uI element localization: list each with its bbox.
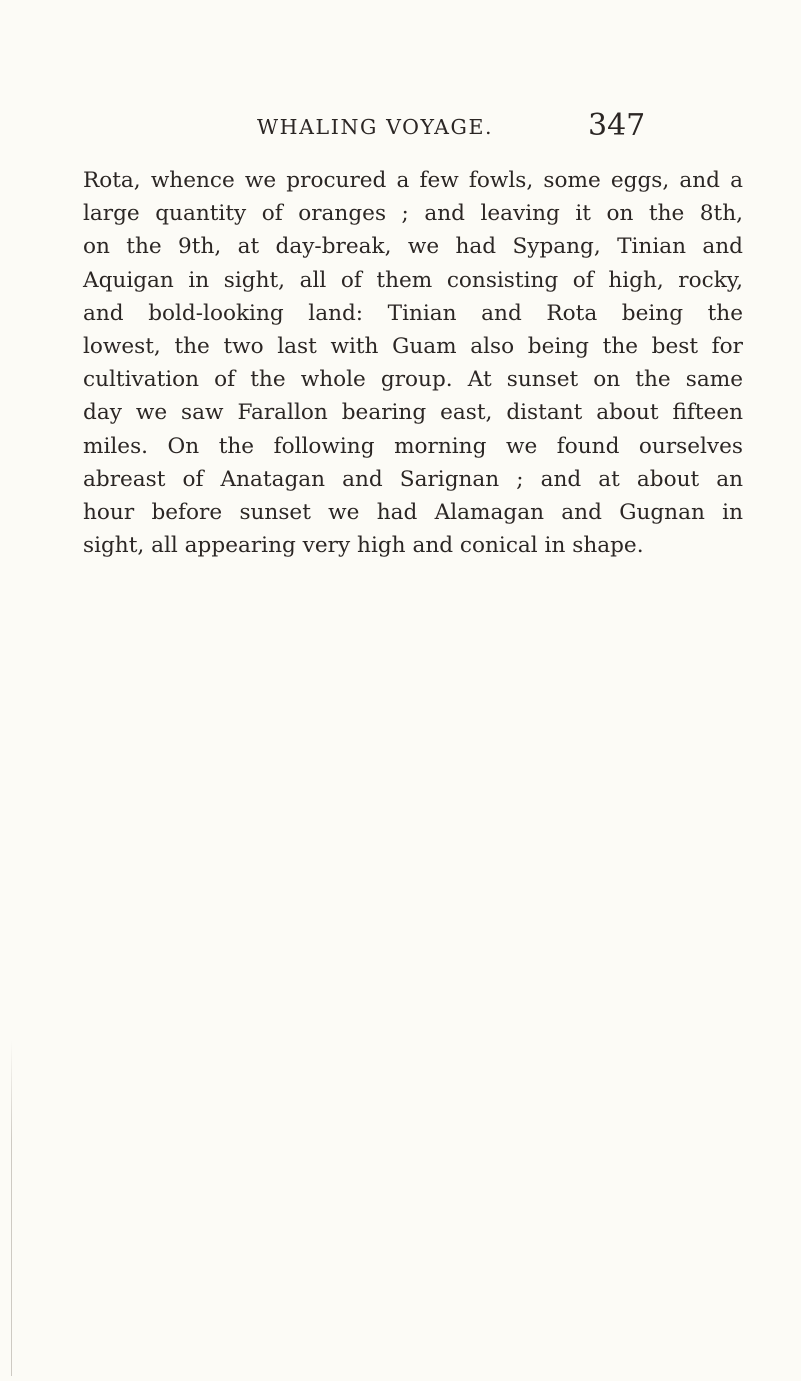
running-head <box>0 108 801 146</box>
body-paragraph <box>83 164 743 562</box>
text-line: and bold-looking land: Tinian and Rota being the <box>83 300 743 326</box>
text-line: on the 9th, at day-break, we had Sypang, Tinian and <box>83 234 743 260</box>
page-edge-shadow <box>11 1040 12 1376</box>
text-line: Aquigan in sight, all of them consisting of high, rocky, <box>83 267 743 293</box>
text-line: lowest, the two last with Guam also being the best for <box>83 333 743 359</box>
running-head-title: WHALING VOYAGE. <box>257 115 494 139</box>
text-line: miles. On the following morning we found ourselves <box>83 433 743 459</box>
text-line-last: sight, all appearing very high and conical in shape. <box>83 533 644 559</box>
text-line: abreast of Anatagan and Sarignan ; and at about an <box>83 466 743 492</box>
page-number: 347 <box>588 108 646 143</box>
text-line: large quantity of oranges ; and leaving it on the 8th, <box>83 201 743 227</box>
text-line: hour before sunset we had Alamagan and Gugnan in <box>83 499 743 525</box>
text-line: day we saw Farallon bearing east, distant about fifteen <box>83 400 743 426</box>
text-line: Rota, whence we procured a few fowls, some eggs, and a <box>83 168 743 193</box>
text-line: cultivation of the whole group. At sunset on the same <box>83 367 743 393</box>
